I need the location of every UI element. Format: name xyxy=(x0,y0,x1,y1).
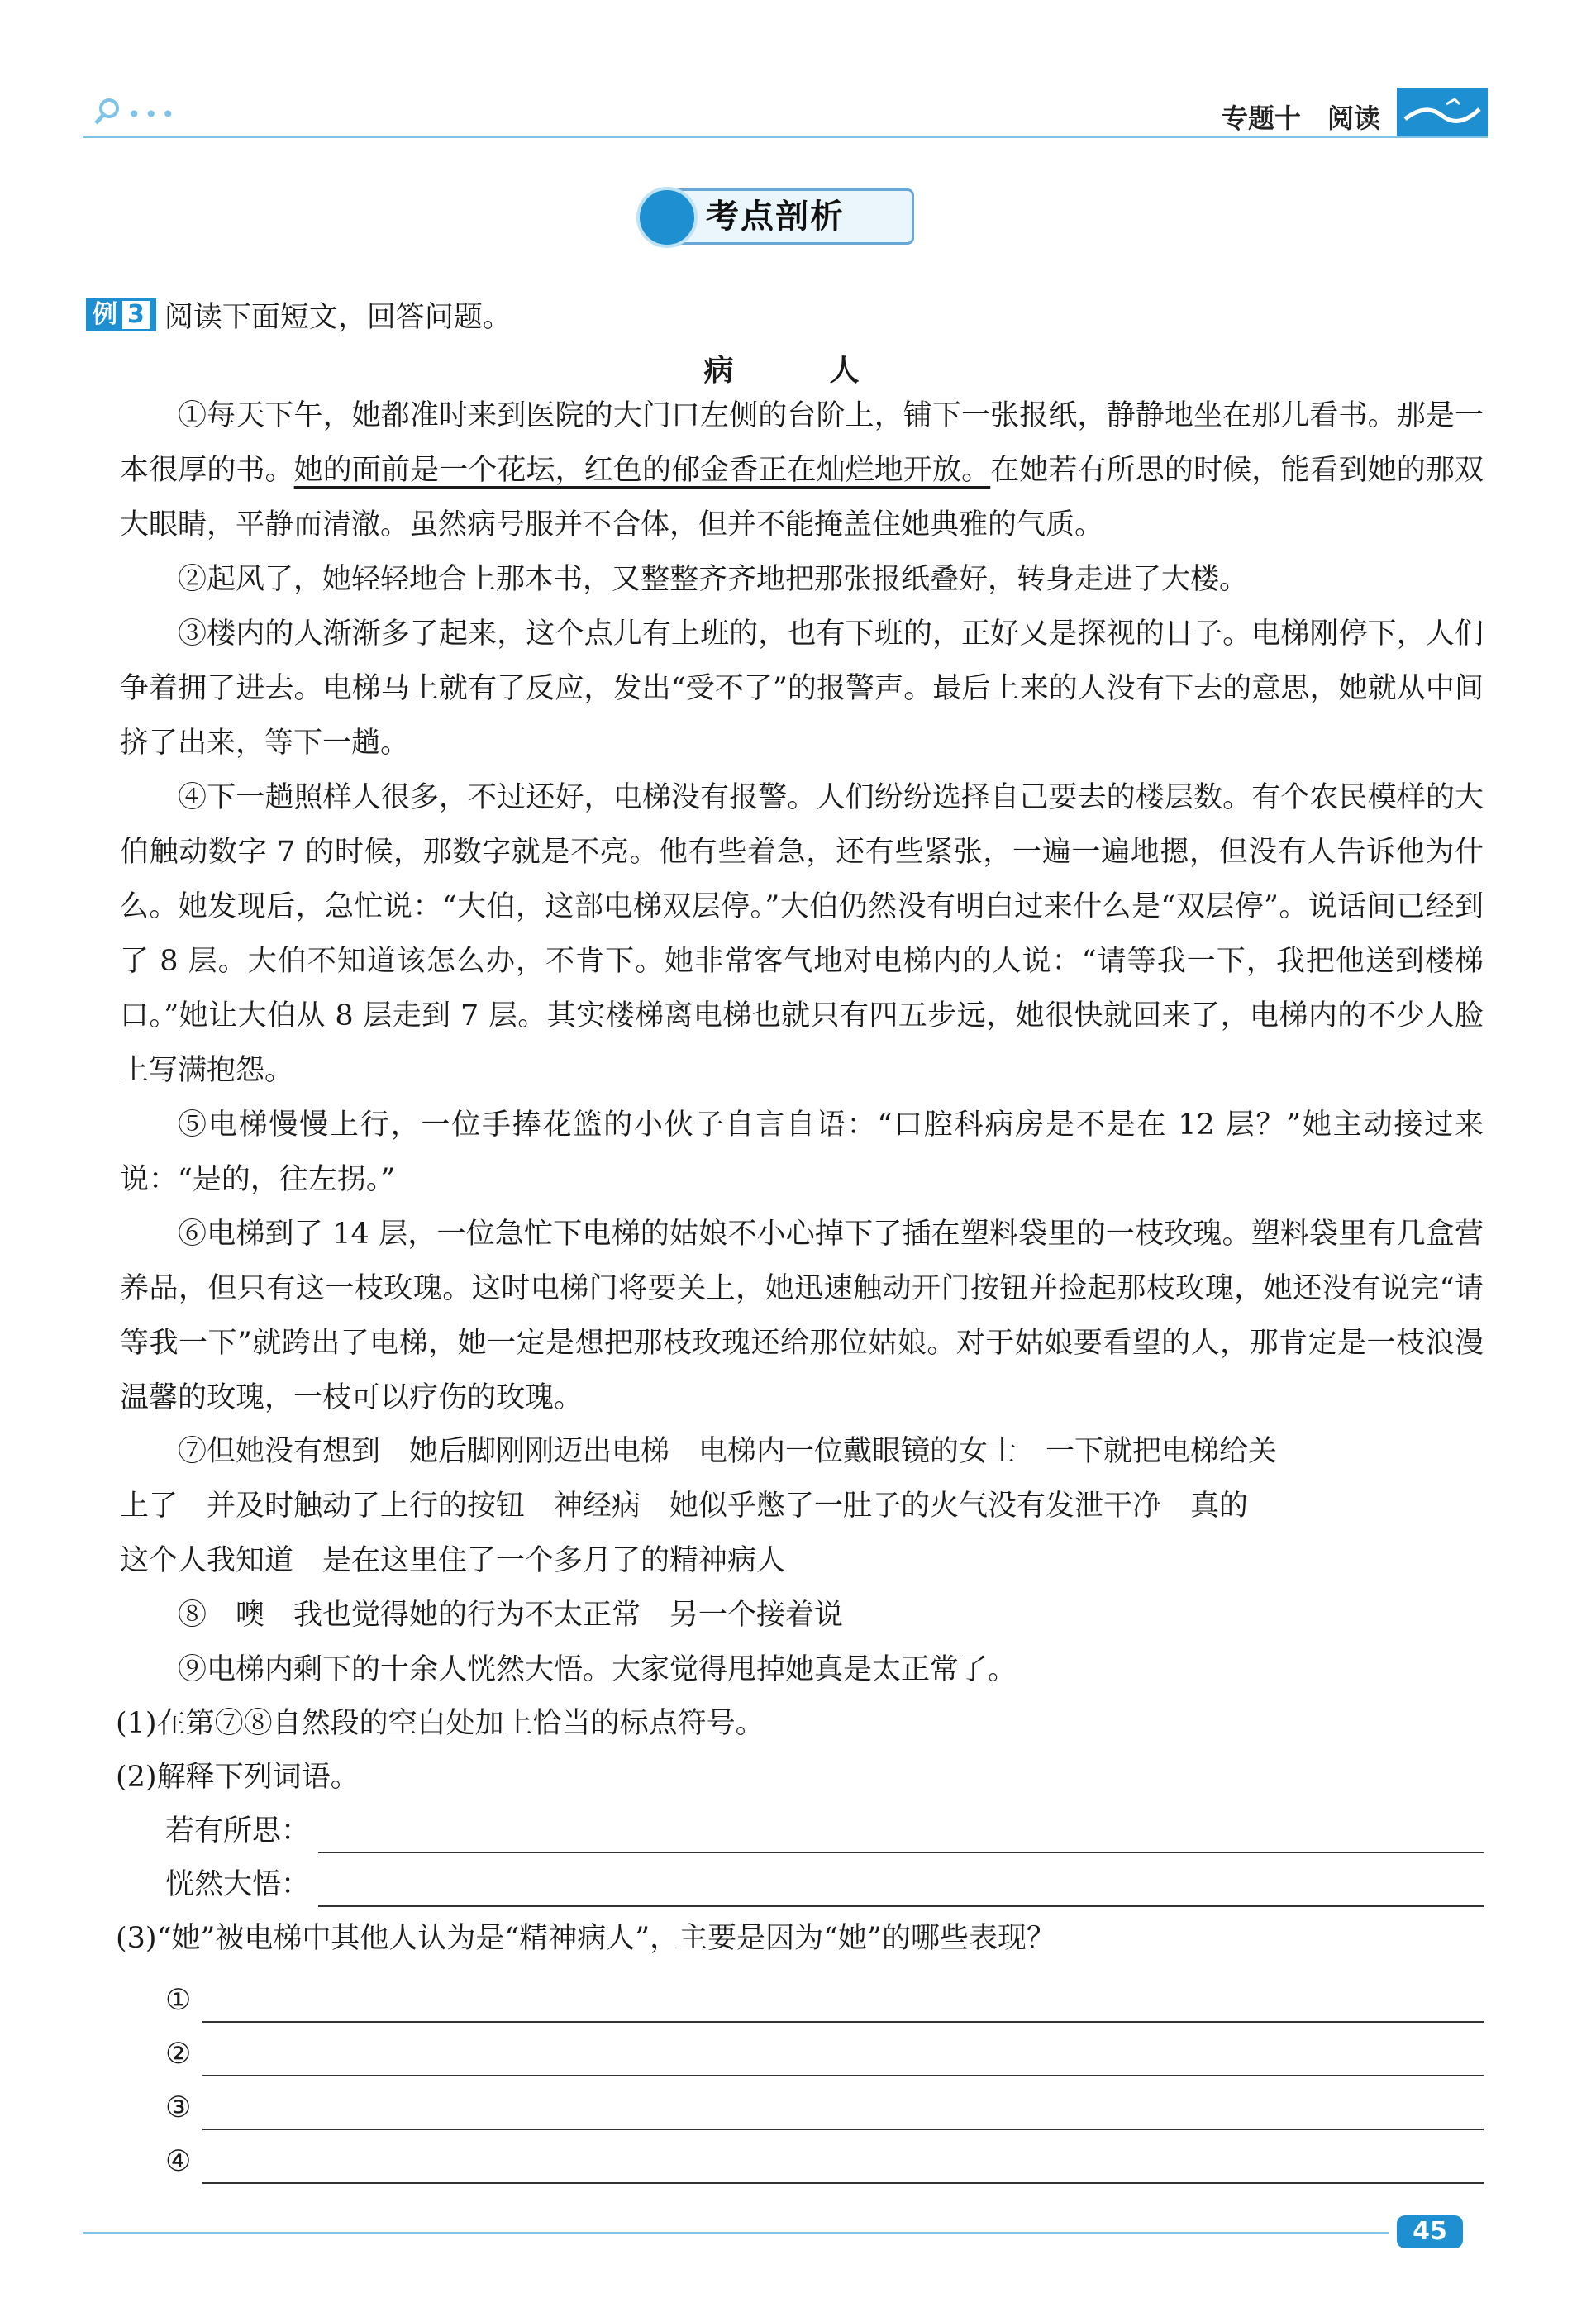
page-header xyxy=(83,91,1488,138)
q2-word-2-label: 恍然大悟： xyxy=(165,1868,311,1901)
q3-item-1-label: ① xyxy=(165,1984,192,2017)
search-icon xyxy=(93,98,121,126)
q3-item-2-label: ② xyxy=(165,2038,192,2071)
example-tag: 例 3 xyxy=(86,298,156,331)
paragraph-2: ②起风了，她轻轻地合上那本书，又整整齐齐地把那张报纸叠好，转身走进了大楼。 xyxy=(178,563,1249,596)
paragraph-8: ⑧ 噢 我也觉得她的行为不太正常 另一个接着说 xyxy=(178,1599,844,1632)
paragraph-7-line-3: 这个人我知道 是在这里住了一个多月了的精神病人 xyxy=(120,1544,786,1577)
footer-rule xyxy=(83,2232,1389,2234)
section-heading xyxy=(636,184,917,245)
paragraph-1: ①每天下午，她都准时来到医院的大门口左侧的台阶上，铺下一张报纸，静静地坐在那儿看书。那是一本很厚的书。她的面前是一个花坛，红色的郁金香正在灿烂地开放。在她若有所思的时候，能看到她的那双大眼睛，平静而清澈。虽然病号服并不合体，但并不能掩盖住她典雅的气质。 xyxy=(120,399,1484,541)
underlined-sentence: 她的面前是一个花坛，红色的郁金香正在灿烂地开放。 xyxy=(293,454,991,487)
paragraph-5: ⑤电梯慢慢上行，一位手捧花篮的小伙子自言自语：“口腔科病房是不是在 12 层？”她主动接过来说：“是的，往左拐。” xyxy=(120,1108,1484,1196)
example-number: 3 xyxy=(122,301,150,329)
q3-item-3-answer-line[interactable] xyxy=(202,2129,1484,2130)
page-number: 45 xyxy=(1397,2215,1463,2248)
leaf-icon xyxy=(636,187,698,248)
header-dots: ••• xyxy=(127,101,179,128)
question-1: (1)在第⑦⑧自然段的空白处加上恰当的标点符号。 xyxy=(116,1707,765,1740)
story-title: 病 人 xyxy=(703,354,893,388)
paragraph-6: ⑥电梯到了 14 层，一位急忙下电梯的姑娘不小心掉下了插在塑料袋里的一枝玫瑰。塑料袋里有几盒营养品，但只有这一枝玫瑰。这时电梯门将要关上，她迅速触动开门按钮并捡起那枝玫瑰，她还没有说完“请等我一下”就跨出了电梯，她一定是想把那枝玫瑰还给那位姑娘。对于姑娘要看望的人，那肯定是一枝浪漫温馨的玫瑰，一枝可以疗伤的玫瑰。 xyxy=(120,1218,1484,1414)
paragraph-4: ④下一趟照样人很多，不过还好，电梯没有报警。人们纷纷选择自己要去的楼层数。有个农民模样的大伯触动数字 7 的时候，那数字就是不亮。他有些着急，还有些紧张，一遍一遍地摁，但没有人告诉他为什么。她发现后，急忙说：“大伯，这部电梯双层停。”大伯仍然没有明白过来什么是“双层停”。说话间已经到了 8 层。大伯不知道该怎么办，不肯下。她非常客气地对电梯内的人说：“请等我一下，我把他送到楼梯口。”她让大伯从 8 层走到 7 层。其实楼梯离电梯也就只有四五步远，她很快就回来了，电梯内的不少人脸上写满抱怨。 xyxy=(120,781,1484,1087)
question-3: (3)“她”被电梯中其他人认为是“精神病人”，主要是因为“她”的哪些表现？ xyxy=(116,1922,1055,1955)
paragraph-7-line-2: 上了 并及时触动了上行的按钮 神经病 她似乎憋了一肚子的火气没有发泄干净 真的 xyxy=(120,1490,1249,1523)
q3-item-4-label: ④ xyxy=(165,2145,192,2178)
q3-item-1-answer-line[interactable] xyxy=(202,2021,1484,2023)
example-label xyxy=(86,294,512,334)
q3-item-3-label: ③ xyxy=(165,2091,192,2124)
question-2: (2)解释下列词语。 xyxy=(116,1761,360,1794)
paragraph-7-line-1: ⑦但她没有想到 她后脚刚刚迈出电梯 电梯内一位戴眼镜的女士 一下就把电梯给关 xyxy=(178,1435,1278,1468)
paragraph-9: ⑨电梯内剩下的十余人恍然大悟。大家觉得甩掉她真是太正常了。 xyxy=(178,1653,1017,1686)
q2-word-2-answer-line[interactable] xyxy=(318,1905,1484,1907)
q3-item-2-answer-line[interactable] xyxy=(202,2075,1484,2076)
paragraph-3: ③楼内的人渐渐多了起来，这个点儿有上班的，也有下班的，正好又是探视的日子。电梯刚停下，人们争着拥了进去。电梯马上就有了反应，发出“受不了”的报警声。最后上来的人没有下去的意思，她就从中间挤了出来，等下一趟。 xyxy=(120,617,1484,760)
header-wave-icon xyxy=(1397,88,1488,136)
q3-item-4-answer-line[interactable] xyxy=(202,2182,1484,2184)
header-title: 专题十 阅读 xyxy=(1221,103,1380,134)
section-title: 考点剖析 xyxy=(706,198,845,236)
example-prompt: 阅读下面短文，回答问题。 xyxy=(164,301,512,334)
q2-word-1-label: 若有所思： xyxy=(165,1814,311,1847)
q2-word-1-answer-line[interactable] xyxy=(318,1852,1484,1853)
